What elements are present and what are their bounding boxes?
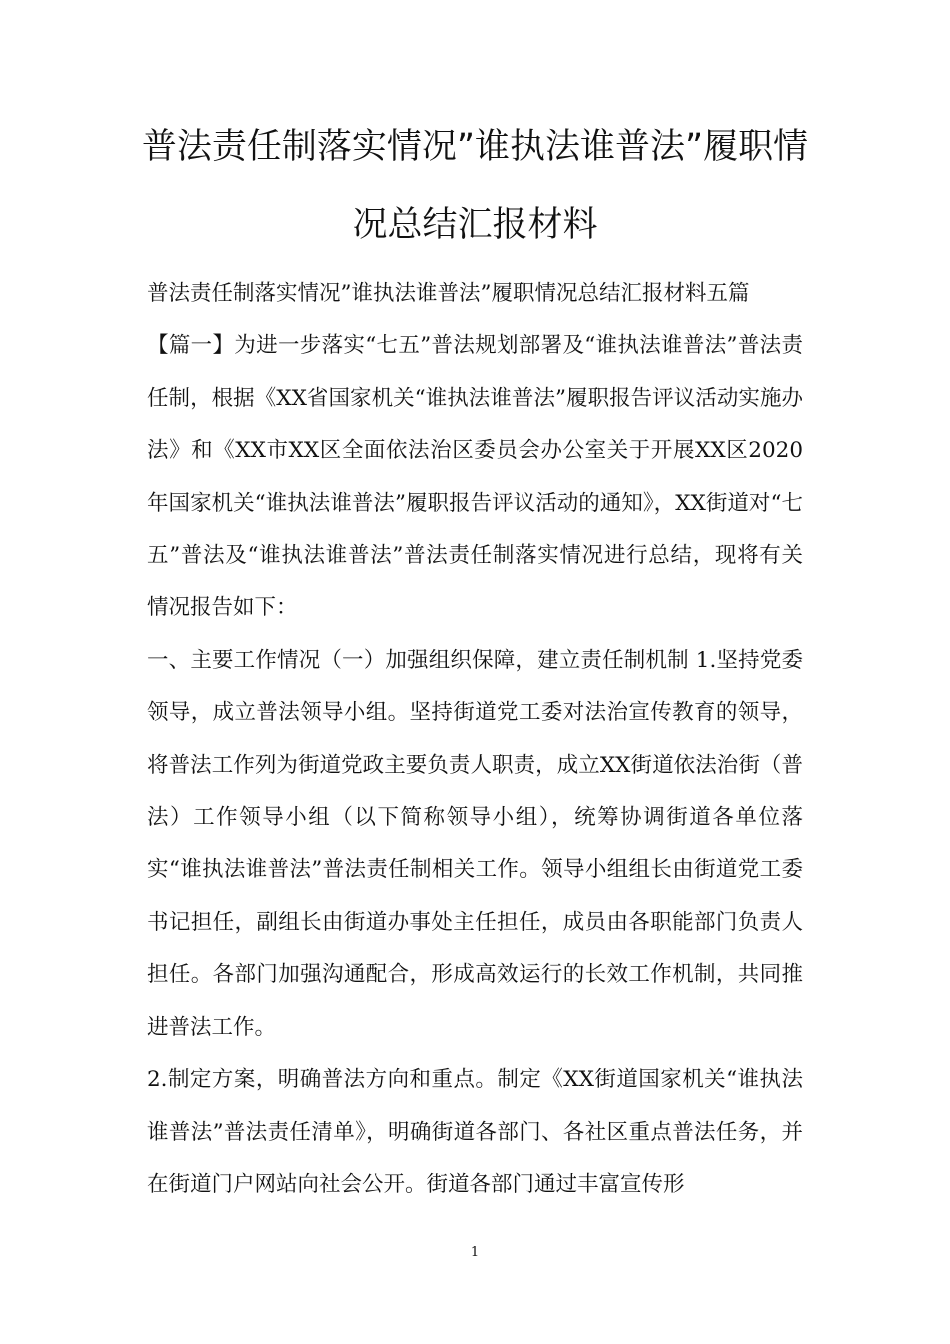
document-body: [147, 268, 803, 1211]
document-title: 普法责任制落实情况”谁执法谁普法”履职情况总结汇报材料: [141, 127, 809, 245]
paragraph-3: 2.制定方案，明确普法方向和重点。制定《XX街道国家机关“谁执法谁普法”普法责任清单》，明确街道各部门、各社区重点普法任务，并在街道门户网站向社会公开。街道各部门通过丰富宣传形: [147, 1067, 803, 1197]
paragraph-2: 一、主要工作情况（一）加强组织保障，建立责任制机制 1.坚持党委领导，成立普法领导小组。坚持街道党工委对法治宣传教育的领导，将普法工作列为街道党政主要负责人职责，成立XX街道依法治街（普法）工作领导小组（以下简称领导小组），统筹协调街道各单位落实“谁执法谁普法”普法责任制相关工作。领导小组组长由街道党工委书记担任，副组长由街道办事处主任担任，成员由各职能部门负责人担任。各部门加强沟通配合，形成高效运行的长效工作机制，共同推进普法工作。: [147, 647, 803, 1040]
paragraph-1: 【篇一】为进一步落实“七五”普法规划部署及“谁执法谁普法”普法责任制，根据《XX省国家机关“谁执法谁普法”履职报告评议活动实施办法》和《XX市XX区全面依法治区委员会办公室关于开展XX区2020年国家机关“谁执法谁普法”履职报告评议活动的通知》，XX街道对“七五”普法及“谁执法谁普法”普法责任制落实情况进行总结，现将有关情况报告如下：: [147, 333, 803, 621]
document-subtitle: 普法责任制落实情况”谁执法谁普法”履职情况总结汇报材料五篇: [147, 281, 750, 306]
page-number: 1: [470, 1245, 480, 1260]
